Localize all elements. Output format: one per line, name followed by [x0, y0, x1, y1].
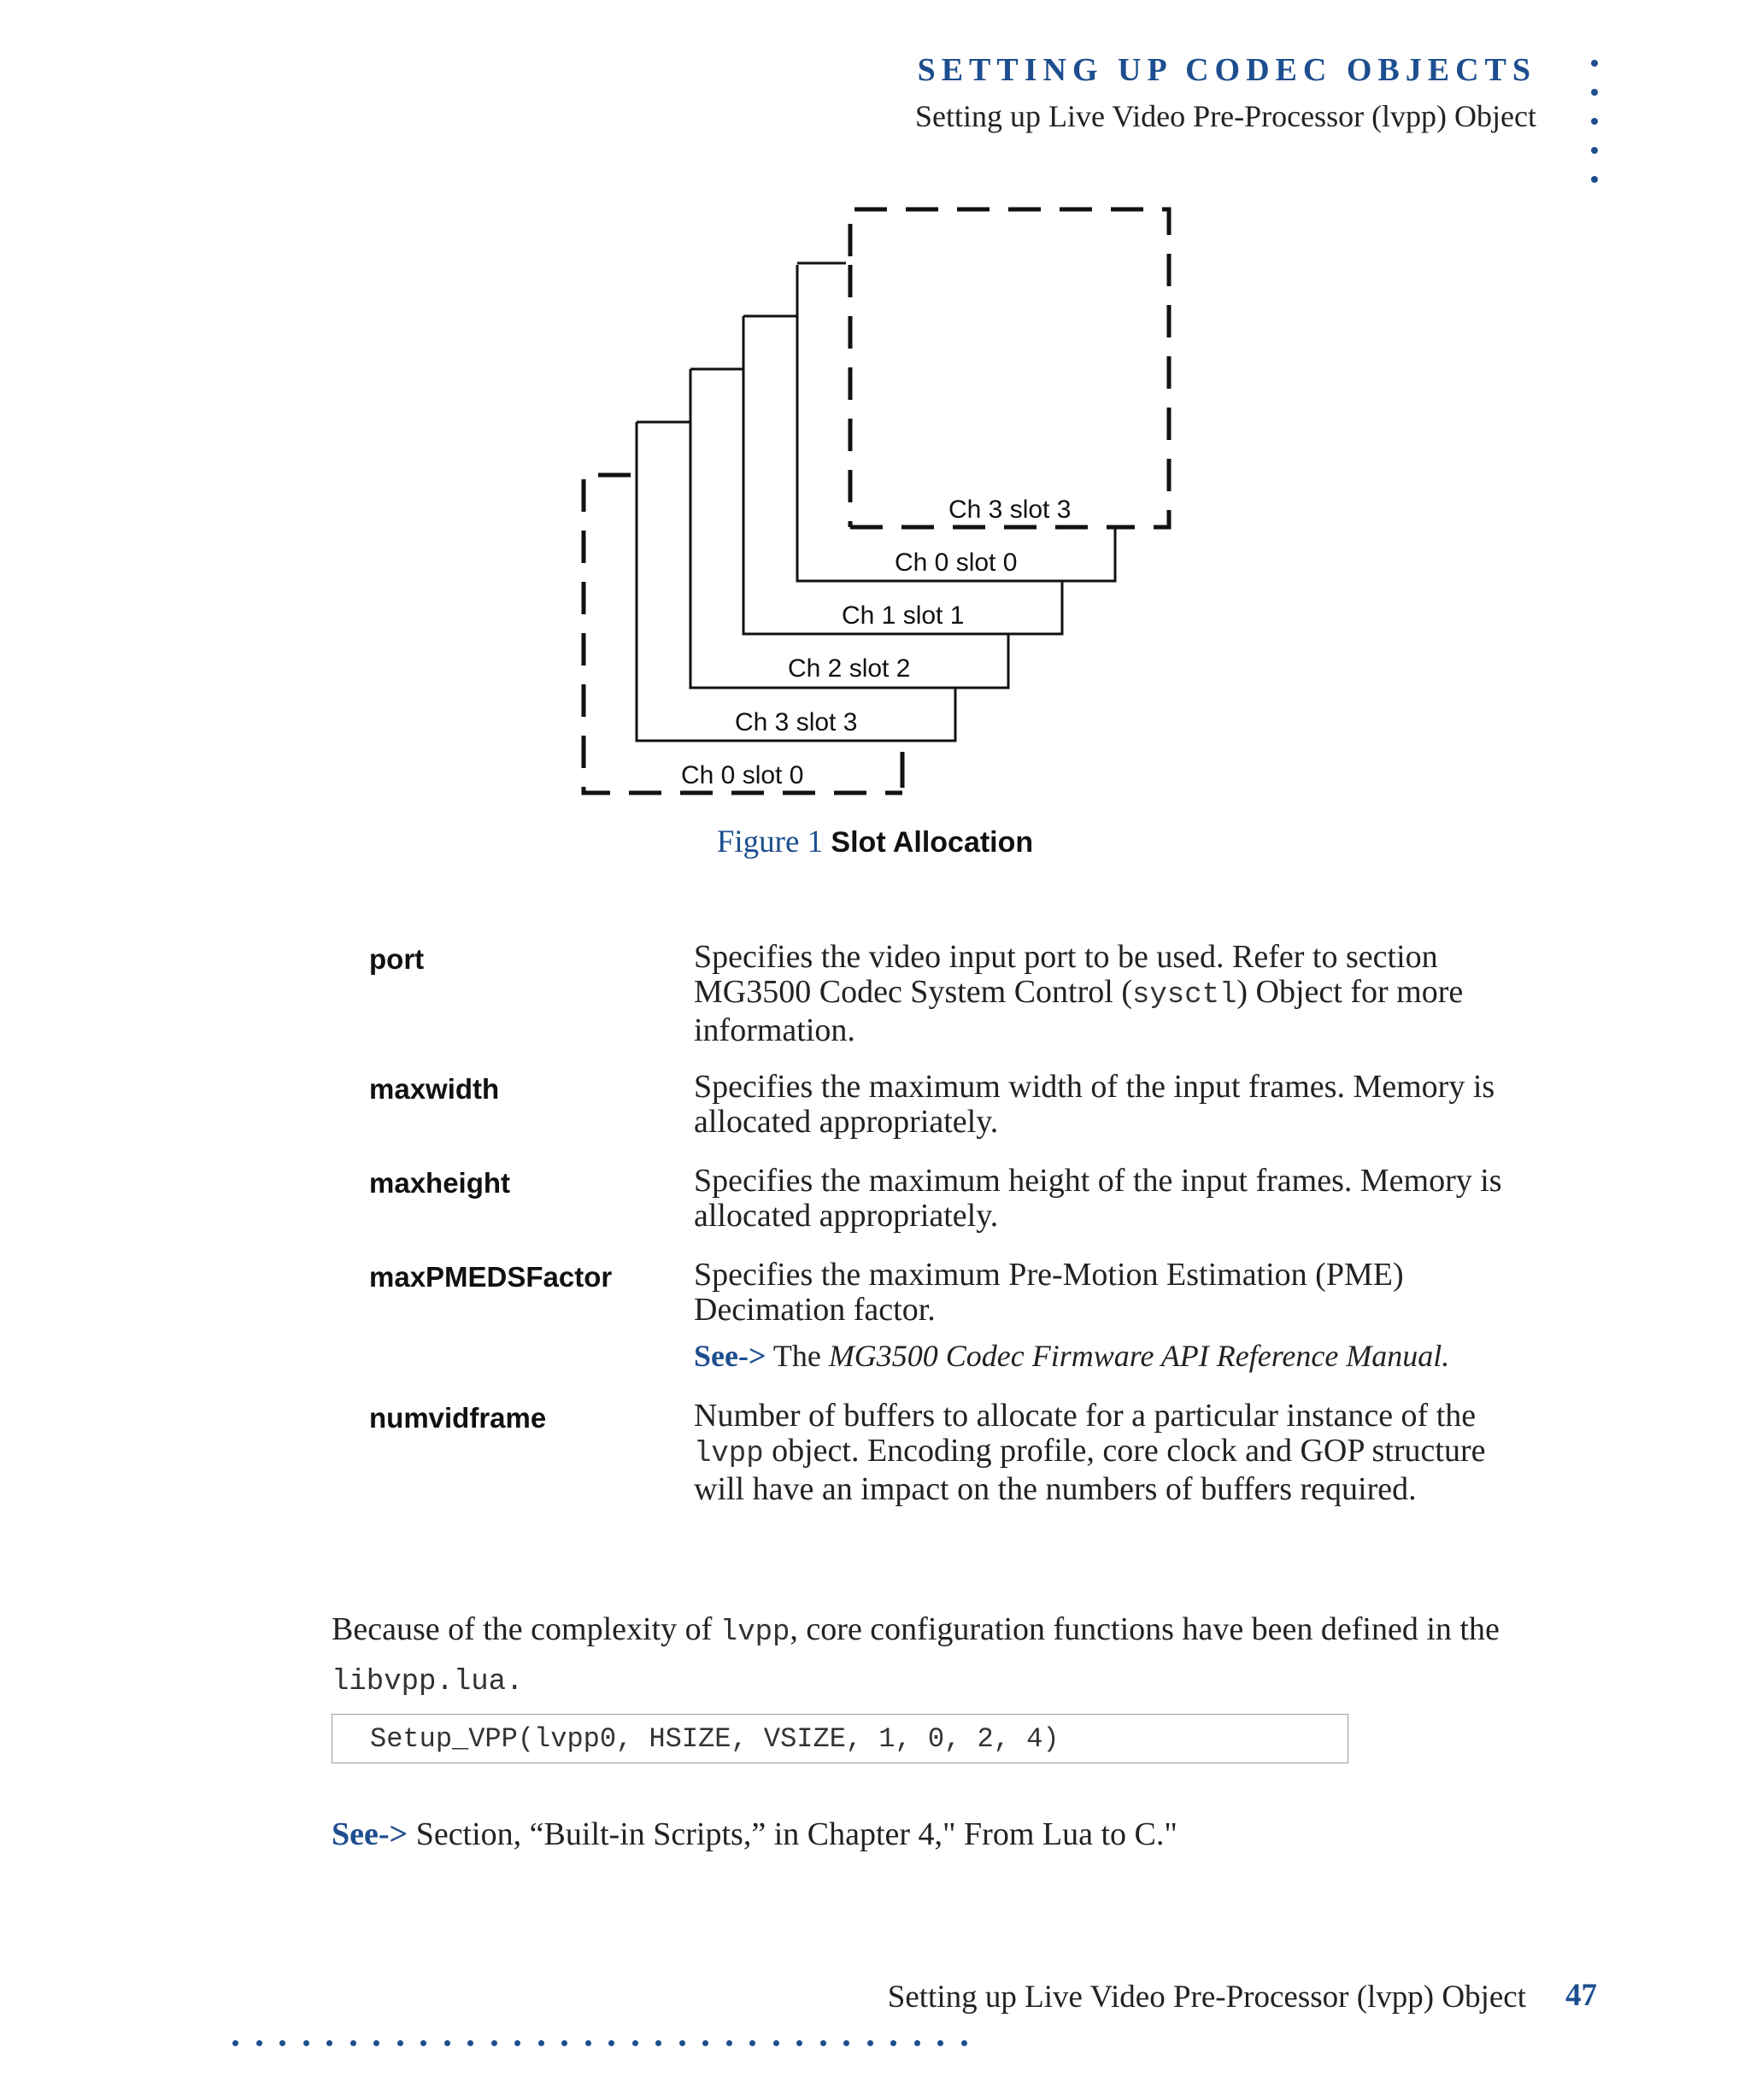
dot: [397, 2040, 403, 2046]
inline-code: lvpp: [719, 1616, 790, 1649]
dot: [491, 2040, 497, 2046]
slot-label: Ch 2 slot 2: [788, 654, 911, 683]
slot-allocation-figure: [0, 0, 1750, 859]
dot: [914, 2040, 920, 2046]
dot: [444, 2040, 450, 2046]
slot-label: Ch 3 slot 3: [948, 496, 1072, 524]
see-label: See->: [332, 1816, 408, 1852]
inline-code: lvpp: [694, 1438, 764, 1470]
body-paragraph: [332, 1606, 1579, 1705]
param-description: Specifies the maximum height of the input frames. Memory is allocated appropriately.: [694, 1163, 1502, 1234]
code-block: [332, 1714, 1348, 1763]
see-text: The: [766, 1339, 829, 1373]
dot: [890, 2040, 896, 2046]
param-name: maxwidth: [369, 1073, 500, 1105]
dot: [303, 2040, 309, 2046]
param-name: port: [369, 943, 425, 975]
dot: [679, 2040, 685, 2046]
dot: [820, 2040, 826, 2046]
dot: [937, 2040, 943, 2046]
page-number: 47: [1565, 1978, 1597, 2013]
dot: [350, 2040, 356, 2046]
body-text: Because of the complexity of: [332, 1611, 720, 1647]
param-name: numvidframe: [369, 1402, 547, 1434]
param-description: [694, 940, 1514, 1048]
see-text: Section, “Built-in Scripts,” in Chapter 4," From Lua to C.": [408, 1816, 1177, 1852]
dot: [655, 2040, 661, 2046]
desc-text: Number of buffers to allocate for a particular instance of the: [694, 1398, 1477, 1434]
see-label: See->: [694, 1339, 766, 1373]
frame-ch0-slot0-top: [797, 265, 1115, 581]
see-reference: [694, 1338, 1449, 1374]
figure-number: Figure 1: [716, 824, 824, 859]
param-description: [694, 1399, 1514, 1507]
code-line: Setup_VPP(lvpp0, HSIZE, VSIZE, 1, 0, 2, 4): [370, 1723, 1060, 1755]
footer-dot-rule: [232, 2040, 1001, 2049]
manual-title: MG3500 Codec Firmware API Reference Manual.: [828, 1339, 1450, 1373]
figure-title: Slot Allocation: [831, 826, 1034, 859]
desc-text: object. Encoding profile, core clock and GOP structure will have an impact on the numbers of buffers required.: [694, 1433, 1486, 1507]
dot: [279, 2040, 285, 2046]
dot: [749, 2040, 755, 2046]
dot: [467, 2040, 473, 2046]
chapter-title: SETTING UP CODEC OBJECTS: [917, 52, 1536, 88]
slot-label: Ch 0 slot 0: [895, 548, 1018, 577]
slot-label: Ch 1 slot 1: [842, 601, 965, 630]
desc-text: ) Object for more information.: [694, 974, 1464, 1048]
dot: [961, 2040, 967, 2046]
dot: [538, 2040, 544, 2046]
desc-text: Specifies the video input port to be used. Refer to section MG3500 Codec System Control (: [694, 939, 1438, 1010]
body-text: , core configuration functions have been defined in the: [790, 1611, 1500, 1647]
dot: [256, 2040, 262, 2046]
param-description: Specifies the maximum Pre-Motion Estimation (PME) Decimation factor.: [694, 1257, 1404, 1328]
inline-code: libvpp.lua.: [332, 1666, 524, 1698]
slot-label: Ch 3 slot 3: [735, 708, 858, 736]
dot: [608, 2040, 614, 2046]
dot: [561, 2040, 567, 2046]
param-name: maxheight: [369, 1167, 511, 1199]
param-description: Specifies the maximum width of the input frames. Memory is allocated appropriately.: [694, 1069, 1495, 1140]
section-title: Setting up Live Video Pre-Processor (lvpp) Object: [914, 99, 1536, 133]
dot: [420, 2040, 426, 2046]
dot: [585, 2040, 591, 2046]
dot: [702, 2040, 708, 2046]
dot: [796, 2040, 802, 2046]
slot-allocation-diagram: [0, 0, 1750, 854]
frame-ch1-slot1: [743, 316, 1062, 634]
dot: [632, 2040, 638, 2046]
dot: [514, 2040, 520, 2046]
figure-caption: [0, 824, 1750, 860]
dot: [232, 2040, 238, 2046]
dot: [373, 2040, 379, 2046]
dot: [843, 2040, 849, 2046]
dot: [726, 2040, 732, 2046]
slot-label: Ch 0 slot 0: [681, 761, 804, 789]
see-reference-line: [332, 1816, 1177, 1853]
dot: [773, 2040, 779, 2046]
param-name: maxPMEDSFactor: [369, 1261, 613, 1293]
footer-section-title: Setting up Live Video Pre-Processor (lvpp) Object: [887, 1980, 1526, 2015]
dot: [326, 2040, 332, 2046]
dashed-frame-top: [850, 209, 1169, 527]
inline-code: sysctl: [1131, 979, 1237, 1012]
dot: [867, 2040, 873, 2046]
